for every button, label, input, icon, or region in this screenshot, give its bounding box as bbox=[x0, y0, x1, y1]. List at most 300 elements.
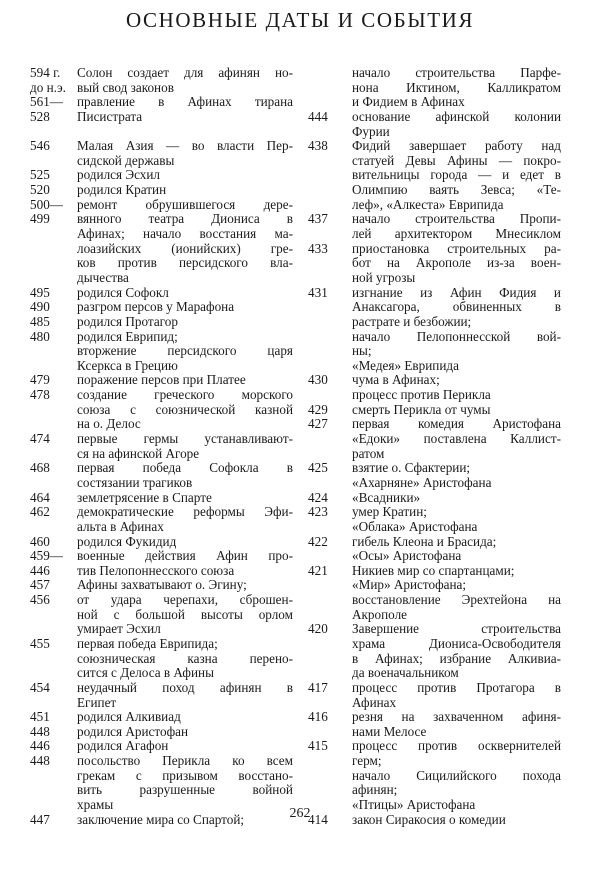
date-label bbox=[305, 81, 352, 96]
chronology-line bbox=[30, 66, 293, 81]
event-text: ся на афинской Агоре bbox=[77, 446, 200, 461]
event-text: родился Фукидид bbox=[77, 534, 177, 549]
date-label: 594 г. bbox=[30, 65, 61, 80]
event-text: резня на захваченном афиня- bbox=[352, 710, 561, 725]
event-text: начало строительства Парфе- bbox=[352, 66, 561, 80]
event-text: ны; bbox=[352, 344, 372, 359]
date-label: 456 bbox=[30, 592, 50, 608]
date-label bbox=[305, 608, 352, 623]
chronology-line bbox=[30, 549, 293, 564]
date-label: 417 bbox=[308, 679, 328, 695]
chronology-line bbox=[305, 564, 561, 579]
chronology-line bbox=[305, 66, 561, 81]
chronology-line bbox=[30, 593, 293, 608]
date-label: 433 bbox=[308, 240, 328, 256]
chronology-line bbox=[305, 432, 561, 447]
event-text: «Облака» Аристофана bbox=[352, 519, 478, 534]
chronology-line bbox=[30, 330, 293, 345]
event-text: вить разрушенные войной bbox=[77, 783, 293, 798]
chronology-line bbox=[305, 286, 561, 301]
chronology-line bbox=[30, 373, 293, 388]
date-label: 425 bbox=[308, 460, 328, 476]
event-text: приостановка строительных ра- bbox=[352, 241, 561, 256]
event-text: Писистрата bbox=[77, 109, 143, 124]
date-label: 431 bbox=[308, 284, 328, 300]
date-label bbox=[305, 476, 352, 491]
chronology-line bbox=[30, 447, 293, 462]
event-text: «Осы» Аристофана bbox=[352, 549, 462, 564]
event-text: тив Пелопоннесского союза bbox=[77, 563, 235, 578]
date-label bbox=[305, 769, 352, 784]
chronology-line bbox=[30, 652, 293, 667]
chronology-line bbox=[30, 754, 293, 769]
chronology-line bbox=[30, 198, 293, 213]
event-text: афинян; bbox=[352, 783, 398, 798]
date-label: 520 bbox=[30, 182, 50, 198]
event-text: от удара черепахи, сброшен- bbox=[77, 593, 293, 608]
chronology-line bbox=[30, 81, 293, 96]
event-text: Фидий завершает работу над bbox=[352, 139, 561, 154]
event-text: первая победа Софокла в bbox=[77, 461, 293, 476]
event-text: ратом bbox=[352, 446, 385, 461]
chronology-line bbox=[305, 593, 561, 608]
date-label bbox=[305, 388, 352, 403]
event-text: заключение мира со Спартой; bbox=[77, 812, 245, 827]
chronology-line bbox=[305, 535, 561, 550]
date-label bbox=[30, 256, 77, 271]
chronology-line bbox=[305, 491, 561, 506]
event-text: Афинах; начало восстания ма- bbox=[77, 227, 293, 242]
chronology-line bbox=[30, 769, 293, 784]
date-label: 561— bbox=[30, 94, 63, 110]
chronology-line bbox=[30, 461, 293, 476]
chronology-line bbox=[30, 739, 293, 754]
chronology-line bbox=[305, 608, 561, 623]
event-text bbox=[77, 125, 293, 140]
event-text: вянного театра Диониса в bbox=[77, 212, 293, 227]
date-label: 495 bbox=[30, 284, 50, 300]
date-label: 457 bbox=[30, 577, 50, 593]
date-label bbox=[305, 154, 352, 169]
date-label bbox=[30, 520, 77, 535]
date-label bbox=[30, 154, 77, 169]
date-label bbox=[30, 403, 77, 418]
chronology-line bbox=[305, 242, 561, 257]
date-label bbox=[305, 593, 352, 608]
event-text: посольство Перикла ко всем bbox=[77, 754, 293, 769]
event-text: гибель Клеона и Брасида; bbox=[352, 534, 497, 549]
chronology-line bbox=[30, 212, 293, 227]
chronology-line bbox=[305, 139, 561, 154]
chronology-line bbox=[305, 212, 561, 227]
event-text: начало строительства Пропи- bbox=[352, 212, 561, 227]
chronology-line bbox=[30, 300, 293, 315]
event-text: ной угрозы bbox=[352, 270, 416, 285]
date-label: 421 bbox=[308, 562, 328, 578]
chronology-line bbox=[305, 696, 561, 711]
event-text: поражение персов при Платее bbox=[77, 373, 246, 388]
event-text: на о. Делос bbox=[77, 417, 141, 432]
chronology-line bbox=[305, 183, 561, 198]
date-label bbox=[305, 271, 352, 286]
event-text: сится с Делоса в Афины bbox=[77, 666, 214, 681]
date-label bbox=[30, 769, 77, 784]
chronology-line bbox=[305, 256, 561, 271]
chronology-line bbox=[305, 622, 561, 637]
event-text: умирает Эсхил bbox=[77, 622, 161, 637]
chronology-line bbox=[30, 608, 293, 623]
date-label bbox=[30, 417, 77, 432]
chronology-line bbox=[305, 520, 561, 535]
event-text: Ксеркса в Грецию bbox=[77, 358, 178, 373]
chronology-line bbox=[305, 344, 561, 359]
event-text: грекам с призывом восстано- bbox=[77, 768, 293, 783]
chronology-line bbox=[305, 95, 561, 110]
event-text: состязании трагиков bbox=[77, 475, 193, 490]
chronology-line bbox=[305, 447, 561, 462]
date-label: 438 bbox=[308, 138, 328, 154]
chronology-line bbox=[305, 330, 561, 345]
event-text: нами Мелосе bbox=[352, 724, 427, 739]
chronology-line bbox=[30, 125, 293, 140]
chronology-line bbox=[305, 769, 561, 784]
date-label: 416 bbox=[308, 709, 328, 725]
event-text: растрате и безбожии; bbox=[352, 314, 472, 329]
chronology-line bbox=[30, 432, 293, 447]
event-text: родился Еврипид; bbox=[77, 329, 178, 344]
event-text: демократические реформы Эфи- bbox=[77, 505, 293, 520]
date-label: 423 bbox=[308, 504, 328, 520]
event-text: смерть Перикла от чумы bbox=[352, 402, 491, 417]
event-text: леф», «Алкеста» Еврипида bbox=[352, 197, 504, 212]
chronology-line bbox=[305, 227, 561, 242]
date-label: 448 bbox=[30, 723, 50, 739]
event-text: начало Сицилийского похода bbox=[352, 768, 561, 783]
chronology-line bbox=[30, 417, 293, 432]
event-text: союза с союзнической казной bbox=[77, 402, 293, 417]
date-label bbox=[305, 95, 352, 110]
chronology-line bbox=[30, 95, 293, 110]
date-label bbox=[305, 666, 352, 681]
event-text: закон Сиракосия о комедии bbox=[352, 812, 506, 827]
event-text: дычества bbox=[77, 270, 129, 285]
chronology-line bbox=[30, 666, 293, 681]
event-text: герм; bbox=[352, 754, 382, 769]
date-label: 464 bbox=[30, 489, 50, 505]
date-label: 446 bbox=[30, 738, 50, 754]
event-text: лей архитектором Мнесиклом bbox=[352, 227, 561, 242]
chronology-line bbox=[30, 286, 293, 301]
date-label: 424 bbox=[308, 489, 328, 505]
chronology-line bbox=[30, 359, 293, 374]
event-text: создание греческого морского bbox=[77, 388, 293, 403]
date-label bbox=[30, 652, 77, 667]
event-text: основание афинской колонии bbox=[352, 109, 561, 124]
chronology-line bbox=[305, 681, 561, 696]
date-label bbox=[305, 315, 352, 330]
event-text: ков против персидского вла- bbox=[77, 256, 293, 271]
date-label: 448 bbox=[30, 753, 50, 769]
date-label: 468 bbox=[30, 460, 50, 476]
date-label bbox=[30, 227, 77, 242]
chronology-line bbox=[30, 622, 293, 637]
chronology-line bbox=[30, 710, 293, 725]
chronology-line bbox=[30, 505, 293, 520]
chronology-line bbox=[30, 271, 293, 286]
event-text: и Фидием в Афинах bbox=[352, 95, 465, 110]
event-text: Никиев мир со спартанцами; bbox=[352, 563, 515, 578]
event-text: Малая Азия — во власти Пер- bbox=[77, 139, 293, 154]
date-label bbox=[30, 666, 77, 681]
event-text: Фурии bbox=[352, 124, 390, 139]
chronology-line bbox=[305, 754, 561, 769]
event-text: разгром персов у Марафона bbox=[77, 300, 235, 315]
event-text: чума в Афинах; bbox=[352, 373, 440, 388]
chronology-line bbox=[305, 388, 561, 403]
chronology-line bbox=[30, 242, 293, 257]
date-label: 455 bbox=[30, 635, 50, 651]
event-text: неудачный поход афинян в bbox=[77, 680, 293, 695]
date-label bbox=[30, 622, 77, 637]
chronology-line bbox=[30, 681, 293, 696]
event-text: землетрясение в Спарте bbox=[77, 490, 212, 505]
chronology-line bbox=[305, 315, 561, 330]
date-label bbox=[30, 783, 77, 798]
event-text: Акрополе bbox=[352, 607, 408, 622]
event-text: взятие о. Сфактерии; bbox=[352, 461, 471, 476]
date-label bbox=[30, 271, 77, 286]
date-label bbox=[305, 359, 352, 374]
chronology-line bbox=[305, 637, 561, 652]
chronology-line bbox=[305, 710, 561, 725]
date-label bbox=[305, 754, 352, 769]
date-label bbox=[305, 549, 352, 564]
chronology-line bbox=[30, 491, 293, 506]
event-text: Анаксагора, обвиненных в bbox=[352, 300, 561, 315]
chronology-line bbox=[305, 666, 561, 681]
event-text: родился Аристофан bbox=[77, 724, 189, 739]
date-label: 427 bbox=[308, 416, 328, 432]
event-text: восстановление Эрехтейона на bbox=[352, 593, 561, 608]
chronology-line bbox=[305, 549, 561, 564]
date-label: 454 bbox=[30, 679, 50, 695]
chronology-line bbox=[30, 154, 293, 169]
date-label: 500— bbox=[30, 196, 63, 212]
date-label: 447 bbox=[30, 811, 50, 827]
event-text: родился Эсхил bbox=[77, 168, 160, 183]
event-text: «Всадники» bbox=[352, 490, 421, 505]
event-text: первые гермы устанавливают- bbox=[77, 432, 293, 447]
event-text: в Афинах; избрание Алкивиа- bbox=[352, 651, 561, 666]
date-label bbox=[305, 783, 352, 798]
date-label: 546 bbox=[30, 138, 50, 154]
chronology-line bbox=[30, 637, 293, 652]
date-label: 415 bbox=[308, 738, 328, 754]
event-text: «Ахарняне» Аристофана bbox=[352, 475, 492, 490]
chronology-line bbox=[30, 110, 293, 125]
event-text: процесс против осквернителей bbox=[352, 739, 561, 754]
chronology-line bbox=[305, 783, 561, 798]
chronology-line bbox=[305, 725, 561, 740]
date-label: 462 bbox=[30, 504, 50, 520]
date-label: 499 bbox=[30, 211, 50, 227]
event-text: лоазийских (ионийских) гре- bbox=[77, 241, 293, 256]
event-text: «Едоки» поставлена Каллист- bbox=[352, 432, 561, 447]
chronology-line bbox=[30, 227, 293, 242]
event-text: Египет bbox=[77, 695, 117, 710]
chronology-line bbox=[305, 271, 561, 286]
chronology-line bbox=[30, 388, 293, 403]
chronology-line bbox=[305, 476, 561, 491]
chronology-line bbox=[305, 198, 561, 213]
date-label: 420 bbox=[308, 621, 328, 637]
event-text: умер Кратин; bbox=[352, 505, 427, 520]
date-label: 444 bbox=[308, 108, 328, 124]
chronology-line bbox=[30, 476, 293, 491]
date-label: 446 bbox=[30, 562, 50, 578]
event-text: родился Агафон bbox=[77, 739, 169, 754]
date-label: 422 bbox=[308, 533, 328, 549]
date-label bbox=[30, 125, 77, 140]
chronology-line bbox=[30, 403, 293, 418]
chronology-line bbox=[305, 373, 561, 388]
event-text: родился Алкивиад bbox=[77, 710, 181, 725]
chronology-line bbox=[305, 505, 561, 520]
chronology-line bbox=[305, 300, 561, 315]
date-label bbox=[305, 578, 352, 593]
date-label bbox=[30, 344, 77, 359]
chronology-line bbox=[305, 81, 561, 96]
chronology-line bbox=[30, 520, 293, 535]
event-text: вительницы города — и едет в bbox=[352, 168, 561, 183]
chronology-line bbox=[305, 168, 561, 183]
chronology-line bbox=[30, 168, 293, 183]
date-label: 525 bbox=[30, 167, 50, 183]
date-label: 430 bbox=[308, 372, 328, 388]
event-text: ной с большой высоты орлом bbox=[77, 607, 293, 622]
right-column bbox=[305, 66, 561, 827]
page-title: ОСНОВНЫЕ ДАТЫ И СОБЫТИЯ bbox=[125, 8, 475, 32]
event-text: первая победа Еврипида; bbox=[77, 636, 218, 651]
date-label: 460 bbox=[30, 533, 50, 549]
date-label: 528 bbox=[30, 108, 50, 124]
event-text: «Птицы» Аристофана bbox=[352, 798, 476, 813]
date-label bbox=[30, 696, 77, 711]
event-text: военные действия Афин про- bbox=[77, 549, 293, 564]
chronology-line bbox=[30, 564, 293, 579]
chronology-line bbox=[305, 125, 561, 140]
date-label bbox=[30, 242, 77, 257]
date-label: до н.э. bbox=[30, 79, 66, 95]
chronology-line bbox=[30, 783, 293, 798]
event-text: «Медея» Еврипида bbox=[352, 358, 459, 373]
date-label: 485 bbox=[30, 313, 50, 329]
event-text: родился Кратин bbox=[77, 183, 167, 198]
chronology-line bbox=[305, 359, 561, 374]
event-text: изгнание из Афин Фидия и bbox=[352, 285, 561, 300]
event-text: родился Софокл bbox=[77, 285, 169, 300]
date-label bbox=[305, 520, 352, 535]
chronology-line bbox=[305, 110, 561, 125]
date-label bbox=[305, 432, 352, 447]
date-label bbox=[305, 227, 352, 242]
event-text: начало Пелопоннесской вой- bbox=[352, 329, 561, 344]
event-text: сидской державы bbox=[77, 153, 175, 168]
date-label bbox=[305, 652, 352, 667]
event-text: процесс против Протагора в bbox=[352, 680, 561, 695]
chronology-line bbox=[30, 535, 293, 550]
date-label bbox=[305, 330, 352, 345]
date-label bbox=[30, 359, 77, 374]
date-label bbox=[30, 447, 77, 462]
chronology-line bbox=[30, 696, 293, 711]
event-text: первая комедия Аристофана bbox=[352, 417, 561, 432]
date-label bbox=[305, 725, 352, 740]
event-text: храма Диониса-Освободителя bbox=[352, 636, 561, 651]
date-label: 459— bbox=[30, 548, 63, 564]
chronology-line bbox=[305, 652, 561, 667]
left-column bbox=[30, 66, 293, 827]
event-text: правление в Афинах тирана bbox=[77, 95, 293, 110]
date-label: 478 bbox=[30, 387, 50, 403]
event-text: да военачальником bbox=[352, 666, 459, 681]
event-text: храмы bbox=[77, 798, 114, 813]
date-label bbox=[30, 476, 77, 491]
chronology-line bbox=[305, 417, 561, 432]
date-label: 429 bbox=[308, 401, 328, 417]
event-text: процесс против Перикла bbox=[352, 388, 491, 403]
chronology-line bbox=[30, 344, 293, 359]
chronology-line bbox=[305, 578, 561, 593]
chronology-line bbox=[30, 139, 293, 154]
event-text: Олимпию ваять Зевса; «Те- bbox=[352, 183, 561, 198]
date-label bbox=[30, 608, 77, 623]
event-text: Солон создает для афинян но- bbox=[77, 66, 293, 80]
date-label: 437 bbox=[308, 211, 328, 227]
chronology-line bbox=[30, 315, 293, 330]
event-text: «Мир» Аристофана; bbox=[352, 578, 467, 593]
event-text: вый свод законов bbox=[77, 80, 174, 95]
date-label bbox=[305, 125, 352, 140]
date-label: 490 bbox=[30, 299, 50, 315]
date-label bbox=[305, 300, 352, 315]
chronology-line bbox=[30, 725, 293, 740]
date-label: 479 bbox=[30, 372, 50, 388]
event-text: ремонт обрушившегося дере- bbox=[77, 197, 293, 212]
date-label bbox=[305, 183, 352, 198]
date-label bbox=[305, 198, 352, 213]
date-label bbox=[305, 447, 352, 462]
date-label bbox=[305, 66, 352, 81]
date-label bbox=[305, 696, 352, 711]
event-text: альта в Афинах bbox=[77, 519, 164, 534]
date-label: 451 bbox=[30, 709, 50, 725]
chronology-line bbox=[305, 461, 561, 476]
date-label bbox=[305, 168, 352, 183]
chronology-line bbox=[30, 183, 293, 198]
chronology-line bbox=[305, 739, 561, 754]
event-text: Афины захватывают о. Эгину; bbox=[77, 578, 247, 593]
chronology-line bbox=[305, 403, 561, 418]
date-label: 414 bbox=[308, 811, 328, 827]
event-text: Афинах bbox=[352, 695, 397, 710]
event-text: статуей Девы Афины — покро- bbox=[352, 153, 561, 168]
event-text: родился Протагор bbox=[77, 314, 178, 329]
chronology-line bbox=[30, 256, 293, 271]
date-label: 474 bbox=[30, 431, 50, 447]
chronology-line bbox=[305, 154, 561, 169]
date-label bbox=[305, 637, 352, 652]
